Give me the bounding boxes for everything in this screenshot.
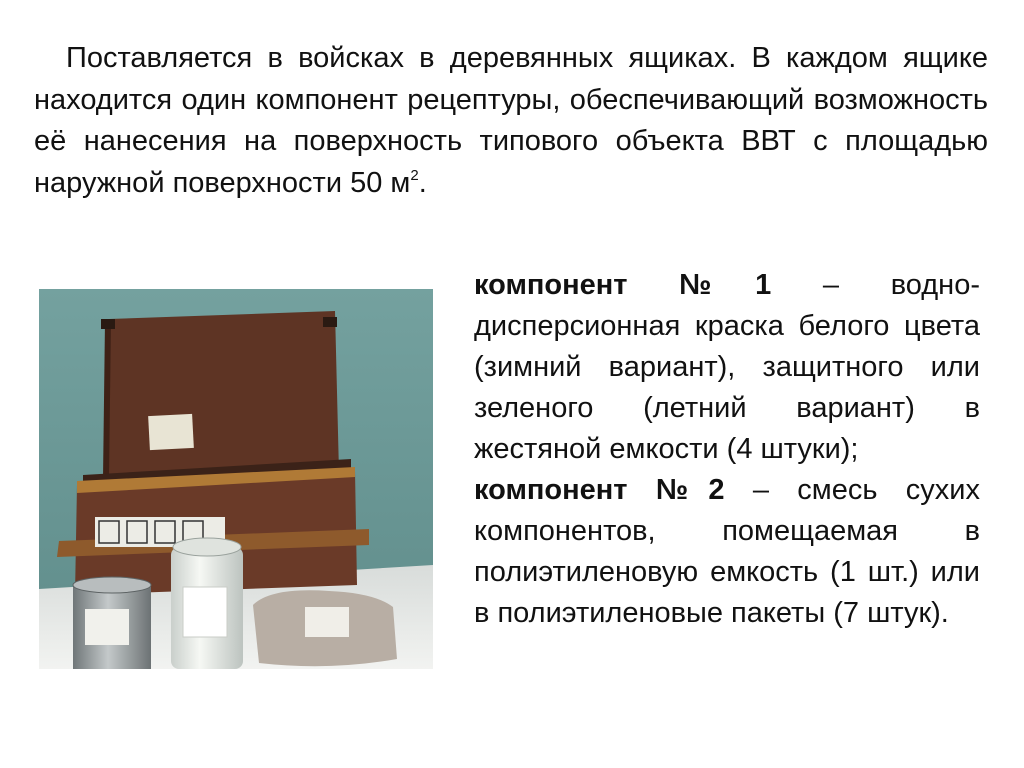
lid-label [148, 414, 194, 450]
component-2-item [474, 470, 980, 634]
lid-hinge-right [323, 317, 337, 327]
component-2-label: компонент №2 [474, 474, 725, 506]
plastic-jar-cap [173, 538, 241, 556]
box-lid [107, 311, 339, 477]
powder-bag-label [305, 607, 349, 637]
plastic-jar-label [183, 587, 227, 637]
paint-tin-label [85, 609, 129, 645]
components-description [474, 265, 980, 634]
product-photo [39, 289, 433, 669]
component-1-text: – водно-дисперсионная краска белого цвета (зимний вариант), защитного или зеленого (летний вариант) в жестяной емкости (4 штуки); [474, 269, 980, 465]
component-2-text: – смесь сухих компонентов, помещаемая в полиэтиленовую емкость (1 шт.) или в полиэтиленовые пакеты (7 штук). [474, 474, 980, 629]
intro-paragraph [34, 38, 988, 204]
component-1-label: компонент №1 [474, 269, 772, 301]
intro-end-punct: . [418, 166, 427, 199]
intro-text: Поставляется в войсках в деревянных ящиках. В каждом ящике находится один компонент рецептуры, обеспечивающий возможность её нанесения на поверхность типового объекта ВВТ с площадью наружной поверхности 50 м [34, 42, 988, 199]
unit-exponent: 2 [410, 166, 419, 184]
paint-tin-lid [73, 577, 151, 593]
photo-illustration [39, 289, 433, 669]
component-1-item [474, 265, 980, 470]
lid-hinge-left [101, 319, 115, 329]
